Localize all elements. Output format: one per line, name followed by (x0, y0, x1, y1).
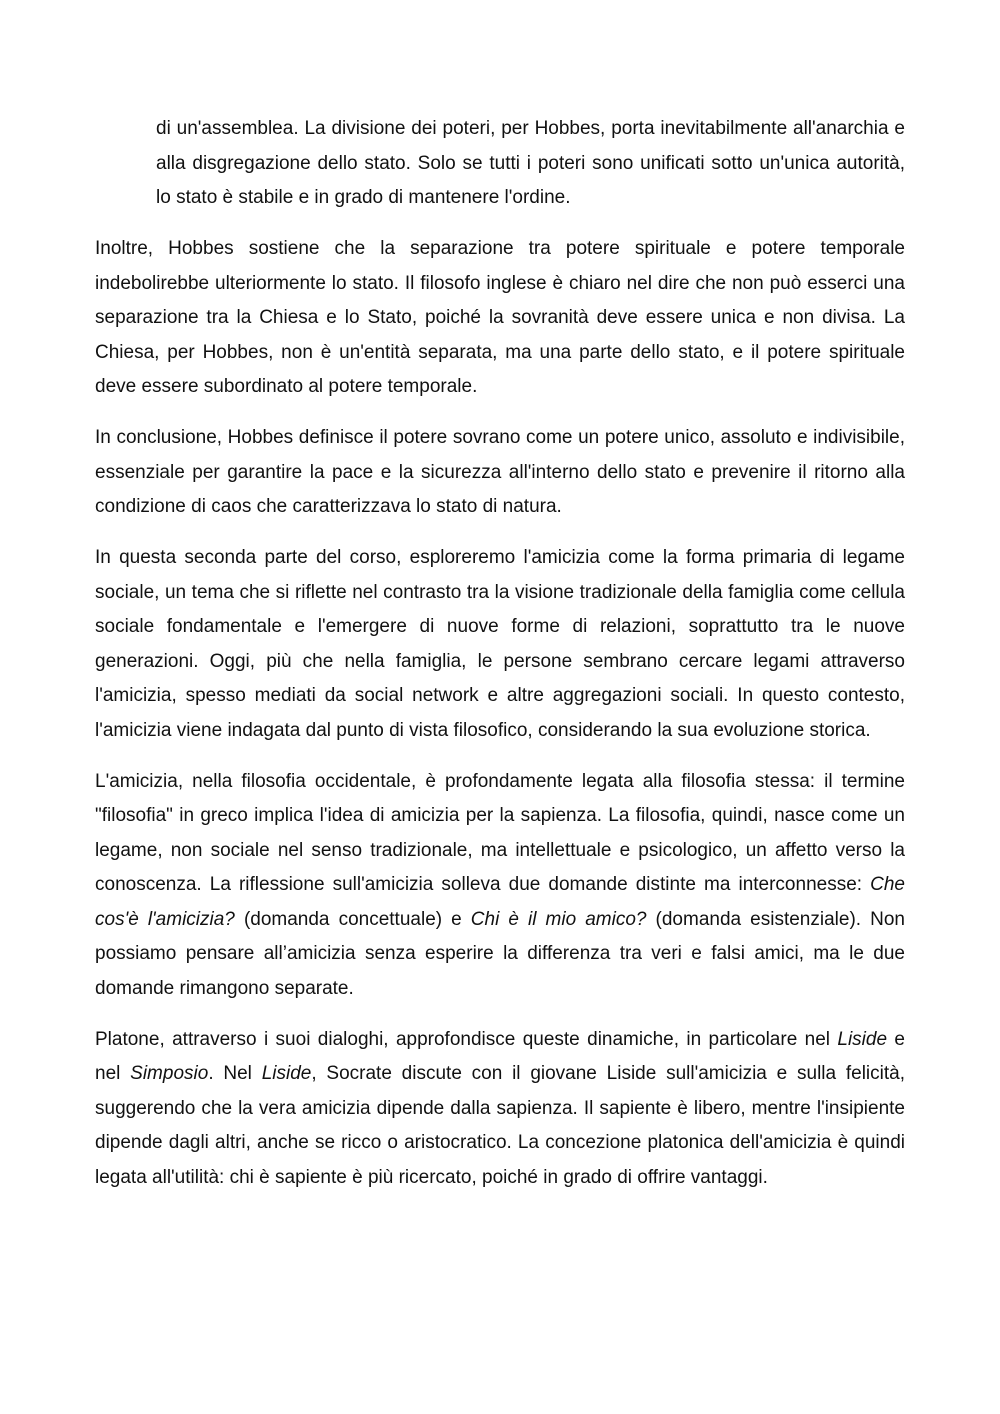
text-segment: In questa seconda parte del corso, esploreremo l'amicizia come la forma primaria di legame sociale, un tema che si riflette nel contrasto tra la visione tradizionale della famiglia come cellula sociale fondamentale e l'emergere di nuove forme di relazioni, soprattutto tra le nuove generazioni. Oggi, più che nella famiglia, le persone sembrano cercare legami attraverso l'amicizia, spesso mediati da social network e altre aggregazioni sociali. In questo contesto, l'amicizia viene indagata dal punto di vista filosofico, considerando la sua evoluzione storica. (95, 547, 905, 741)
text-segment: e nel (95, 1028, 905, 1084)
text-segment: . Nel (208, 1063, 262, 1084)
text-segment: (domanda concettuale) e (234, 908, 471, 930)
text-segment: , Socrate discute con il giovane Liside sull'amicizia e sulla felicità, suggerendo che la vera amicizia dipende dalla sapienza. Il sapiente è libero, mentre l'insipiente dipende dagli altri, anche se ricco o aristocratico. La concezione platonica dell'amicizia è quindi legata all'utilità: chi è sapiente è più ricercato, poiché in grado di offrire vantaggi. (95, 1063, 905, 1188)
italic-title-simposio: Simposio (130, 1063, 209, 1084)
paragraph-hobbes-conclusion (95, 421, 905, 525)
italic-title-liside: Liside (837, 1028, 888, 1050)
italic-title-liside: Liside (261, 1063, 312, 1084)
text-segment: Platone, attraverso i suoi dialoghi, approfondisce queste dinamiche, in particolare nel (95, 1028, 838, 1050)
paragraph-church-and-state (95, 232, 905, 405)
italic-question-existential: Chi è il mio amico? (470, 908, 647, 930)
text-segment: In conclusione, Hobbes definisce il potere sovrano come un potere unico, assoluto e indivisibile, essenziale per garantire la pace e la sicurezza all'interno dello stato e prevenire il ritorno alla condizione di caos che caratterizzava lo stato di natura. (95, 427, 905, 517)
text-segment: L'amicizia, nella filosofia occidentale, è profondamente legata alla filosofia stessa: il termine "filosofia" in greco implica l'idea di amicizia per la sapienza. La filosofia, quindi, nasce come un legame, non sociale nel senso tradizionale, ma intellettuale e psicologico, un affetto verso la conoscenza. La riflessione sull'amicizia solleva due domande distinte ma interconnesse: (95, 770, 905, 895)
text-segment: di un'assemblea. La divisione dei poteri, per Hobbes, porta inevitabilmente all'anarchia e alla disgregazione dello stato. Solo se tutti i poteri sono unificati sotto un'unica autorità, lo stato è stabile e in grado di mantenere l'ordine. (156, 118, 905, 208)
text-segment: (domanda esistenziale). Non possiamo pensare all’amicizia senza esperire la differenza tra veri e falsi amici, ma le due domande rimangono separate. (95, 908, 905, 999)
document-body (95, 112, 905, 1212)
text-segment: Inoltre, Hobbes sostiene che la separazione tra potere spirituale e potere temporale indebolirebbe ulteriormente lo stato. Il filosofo inglese è chiaro nel dire che non può esserci una separazione tra la Chiesa e lo Stato, poiché la sovranità deve essere unica e non divisa. La Chiesa, per Hobbes, non è un'entità separata, ma una parte dello stato, e il potere spirituale deve essere subordinato al potere temporale. (95, 238, 905, 397)
italic-question-concept: Che cos'è l'amicizia? (95, 874, 905, 930)
paragraph-plato-dialogues (95, 1023, 905, 1196)
paragraph-friendship-philosophy (95, 765, 905, 1007)
paragraph-friendship-introduction (95, 541, 905, 748)
paragraph-hobbes-division-of-powers (156, 112, 905, 216)
